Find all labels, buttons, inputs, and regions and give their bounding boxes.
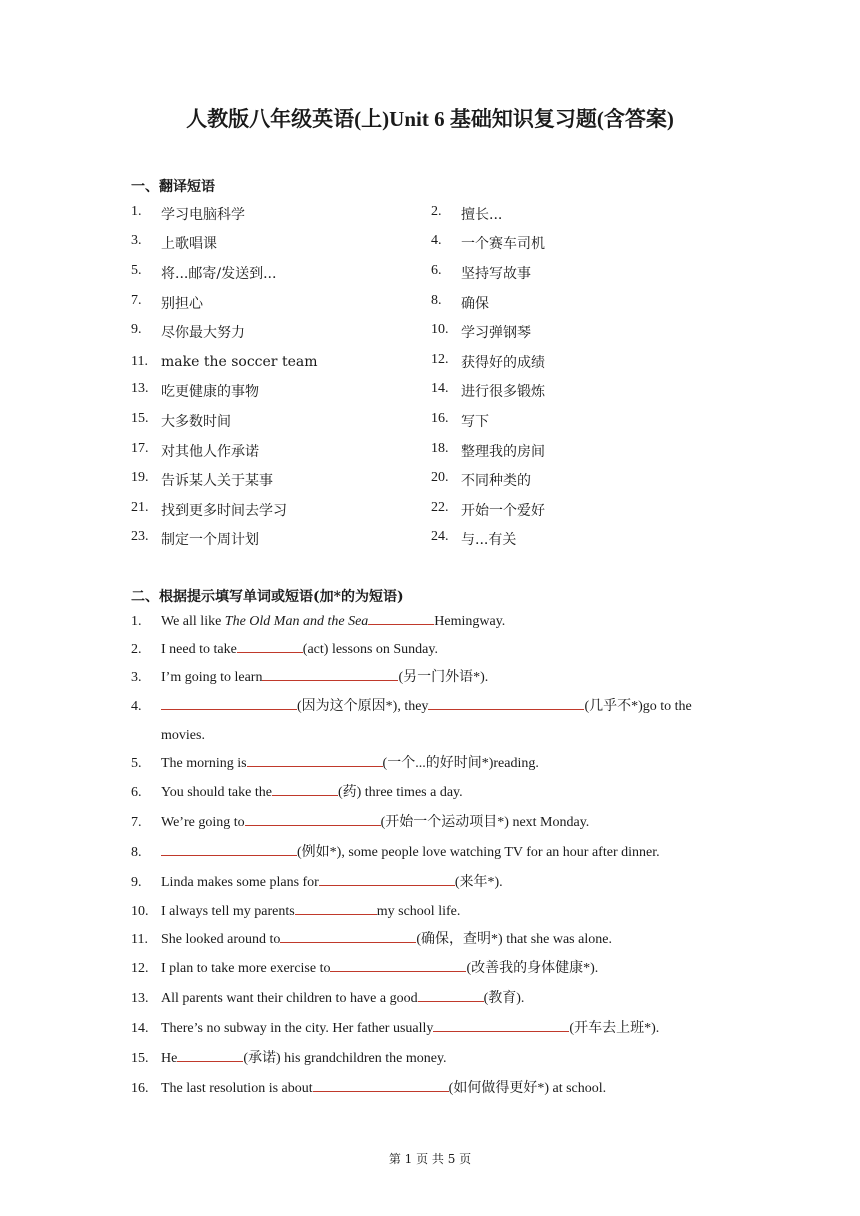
phrase-item <box>131 204 431 224</box>
item-text: 不同种类的 <box>461 473 531 490</box>
item-text: 擅长... <box>461 206 503 223</box>
page-title: 人教版八年级英语(上)Unit 6 基础知识复习题(含答案) <box>186 107 674 131</box>
item-text: 上歌唱课 <box>161 236 217 253</box>
phrase-item <box>131 411 431 431</box>
answer-blank[interactable] <box>245 811 381 826</box>
phrase-item <box>431 204 731 224</box>
phrase-row <box>131 258 731 288</box>
phrase-item <box>131 470 431 490</box>
item-text: 将...邮寄/发送到... <box>161 265 277 282</box>
question-12: 12. I plan to take more exercise to (改善我的身体健康*). <box>131 954 731 984</box>
item-number: 24. <box>431 529 449 545</box>
item-text: 尽你最大努力 <box>161 325 245 342</box>
phrase-item <box>131 500 431 520</box>
phrase-item <box>131 263 431 283</box>
phrase-item <box>431 352 731 372</box>
item-text: 确保 <box>461 295 489 312</box>
item-text: 整理我的房间 <box>461 443 545 460</box>
item-number: 6. <box>431 262 442 278</box>
question-3: 3. I’m going to learn (另一门外语*). <box>131 664 731 692</box>
section-1-heading: 一、翻译短语 <box>131 179 215 195</box>
answer-blank[interactable] <box>280 928 416 943</box>
phrase-row <box>131 288 731 318</box>
question-10: 10. I always tell my parents my school life. <box>131 898 731 926</box>
phrase-item <box>431 441 731 461</box>
question-14: 14. There’s no subway in the city. Her father usually (开车去上班*). <box>131 1014 731 1044</box>
item-text: 对其他人作承诺 <box>161 443 259 460</box>
item-number: 14. <box>431 381 449 397</box>
item-number: 5. <box>131 262 142 278</box>
item-text: 与...有关 <box>461 532 517 549</box>
item-number: 18. <box>431 440 449 456</box>
phrase-item <box>431 470 731 490</box>
item-text: 吃更健康的事物 <box>161 384 259 401</box>
item-text: 大多数时间 <box>161 413 231 430</box>
phrase-item <box>131 233 431 253</box>
item-number: 21. <box>131 499 149 515</box>
item-number: 19. <box>131 470 149 486</box>
item-number: 15. <box>131 410 149 426</box>
answer-blank[interactable] <box>433 1017 569 1032</box>
phrase-item <box>431 322 731 342</box>
item-text: 学习弹钢琴 <box>461 325 531 342</box>
answer-blank[interactable] <box>272 781 338 796</box>
item-number: 10. <box>431 322 449 338</box>
phrase-item <box>431 500 731 520</box>
question-11: 11. She looked around to (确保，查明*) that she was alone. <box>131 926 731 954</box>
phrase-grid <box>131 199 731 554</box>
item-number: 1. <box>131 203 142 219</box>
answer-blank[interactable] <box>161 841 297 856</box>
question-7: 7. We’re going to (开始一个运动项目*) next Monday. <box>131 808 731 838</box>
answer-blank[interactable] <box>319 871 455 886</box>
question-8: 8. (例如*), some people love watching TV for an hour after dinner. <box>131 838 731 868</box>
item-text: 告诉某人关于某事 <box>161 473 273 490</box>
fill-in-list <box>131 608 731 1104</box>
phrase-row <box>131 465 731 495</box>
item-number: 13. <box>131 381 149 397</box>
phrase-item <box>431 381 731 401</box>
question-2: 2. I need to take (act) lessons on Sunday. <box>131 636 731 664</box>
phrase-item <box>131 529 431 549</box>
phrase-item <box>131 354 431 370</box>
answer-blank[interactable] <box>330 957 466 972</box>
item-text: make the soccer team <box>161 353 318 370</box>
phrase-item <box>131 293 431 313</box>
phrase-row <box>131 436 731 466</box>
answer-blank[interactable] <box>295 900 377 915</box>
item-number: 16. <box>431 410 449 426</box>
phrase-row <box>131 525 731 555</box>
item-text: 一个赛车司机 <box>461 236 545 253</box>
item-text: 别担心 <box>161 295 203 312</box>
item-number: 4. <box>431 233 442 249</box>
answer-blank[interactable] <box>418 987 484 1002</box>
phrase-item <box>431 233 731 253</box>
item-number: 22. <box>431 499 449 515</box>
item-number: 20. <box>431 470 449 486</box>
item-number: 2. <box>431 203 442 219</box>
page-footer: 第 1 页 共 5 页 <box>388 1152 472 1166</box>
phrase-row <box>131 377 731 407</box>
phrase-row <box>131 229 731 259</box>
question-6: 6. You should take the (药) three times a day. <box>131 778 731 808</box>
item-text: 坚持写故事 <box>461 265 531 282</box>
answer-blank[interactable] <box>368 610 434 625</box>
item-number: 3. <box>131 233 142 249</box>
answer-blank[interactable] <box>161 695 297 710</box>
phrase-item <box>131 381 431 401</box>
phrase-row <box>131 199 731 229</box>
item-text: 制定一个周计划 <box>161 532 259 549</box>
answer-blank[interactable] <box>247 752 383 767</box>
item-text: 开始一个爱好 <box>461 502 545 519</box>
phrase-item <box>131 322 431 342</box>
phrase-item <box>431 529 731 549</box>
phrase-row <box>131 495 731 525</box>
question-9: 9. Linda makes some plans for (来年*). <box>131 868 731 898</box>
question-16: 16. The last resolution is about (如何做得更好*) at school. <box>131 1074 731 1104</box>
item-number: 9. <box>131 322 142 338</box>
phrase-row <box>131 406 731 436</box>
phrase-row <box>131 347 731 377</box>
item-text: 进行很多锻炼 <box>461 384 545 401</box>
item-number: 7. <box>131 292 142 308</box>
question-4: 4. (因为这个原因*), they (几乎不*)go to the movies. <box>131 692 731 750</box>
item-number: 17. <box>131 440 149 456</box>
item-text: 学习电脑科学 <box>161 206 245 223</box>
phrase-row <box>131 317 731 347</box>
phrase-item <box>431 411 731 431</box>
item-text: 找到更多时间去学习 <box>161 502 287 519</box>
answer-blank[interactable] <box>177 1047 243 1062</box>
question-1: 1. We all like The Old Man and the Sea Hemingway. <box>131 608 731 636</box>
item-text: 写下 <box>461 413 489 430</box>
section-2-heading: 二、根据提示填写单词或短语(加*的为短语) <box>131 589 404 605</box>
phrase-item <box>431 263 731 283</box>
item-number: 23. <box>131 529 149 545</box>
answer-blank[interactable] <box>237 638 303 653</box>
item-number: 12. <box>431 351 449 367</box>
question-15: 15. He (承诺) his grandchildren the money. <box>131 1044 731 1074</box>
answer-blank[interactable] <box>262 666 398 681</box>
item-number: 8. <box>431 292 442 308</box>
question-13: 13. All parents want their children to have a good (教育). <box>131 984 731 1014</box>
question-5: 5. The morning is (一个...的好时间*)reading. <box>131 750 731 778</box>
answer-blank[interactable] <box>313 1077 449 1092</box>
answer-blank[interactable] <box>428 695 584 710</box>
item-text: 获得好的成绩 <box>461 354 545 371</box>
item-number: 11. <box>131 353 148 369</box>
phrase-item <box>431 293 731 313</box>
phrase-item <box>131 441 431 461</box>
